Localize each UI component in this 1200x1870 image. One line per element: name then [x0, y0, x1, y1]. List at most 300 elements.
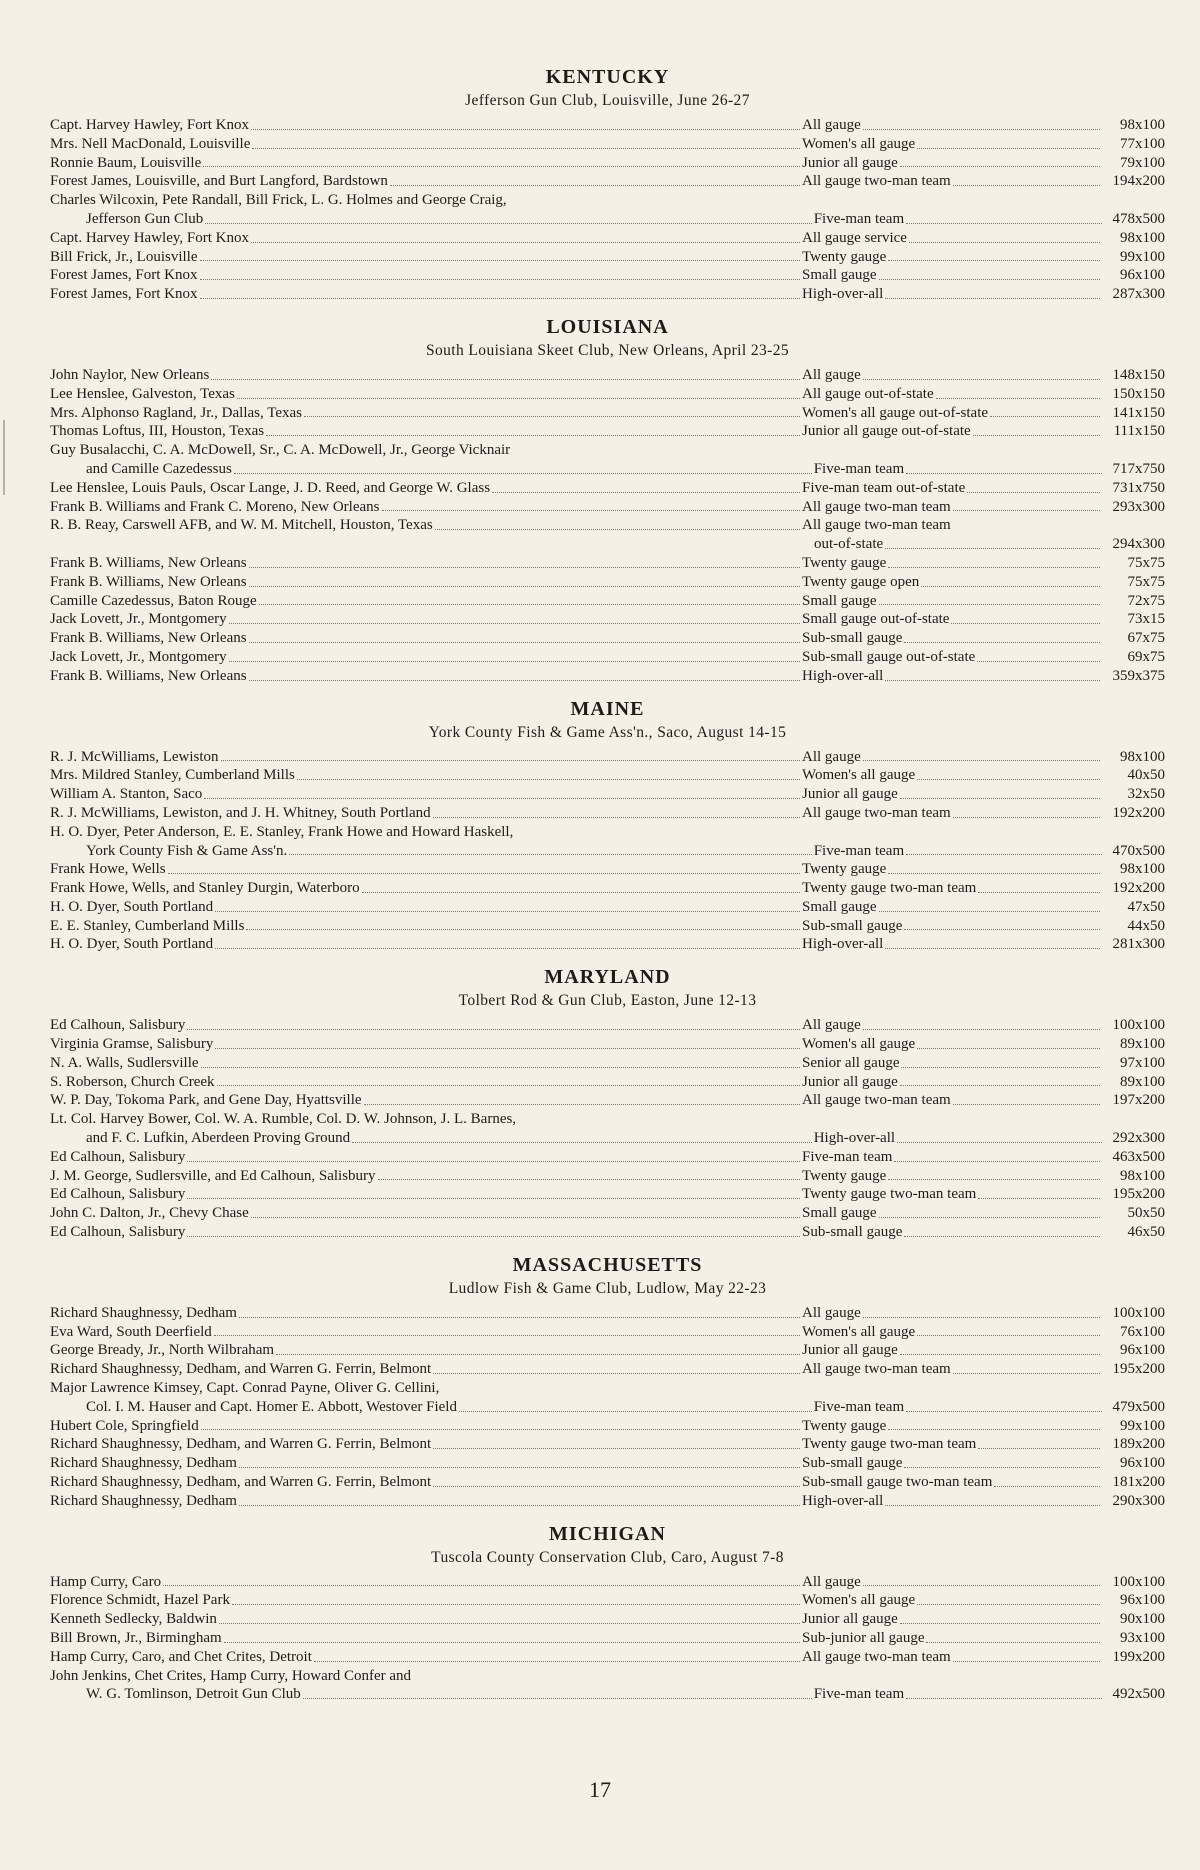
dot-leader: [953, 509, 1100, 511]
dot-leader: [904, 928, 1100, 930]
event-name-text: All gauge out-of-state: [802, 385, 934, 402]
result-row: [50, 172, 1165, 191]
event-name-text: High-over-all: [802, 667, 884, 684]
winner-name-text: Frank B. Williams, New Orleans: [50, 573, 247, 590]
winner-name-text: Bill Frick, Jr., Louisville: [50, 248, 198, 265]
event-name-text: High-over-all: [802, 286, 884, 303]
event-name-text: All gauge: [802, 1573, 861, 1590]
dot-leader: [205, 222, 812, 224]
dot-leader: [978, 1197, 1100, 1199]
score-value: 195x200: [1112, 1361, 1165, 1378]
winner-name: [50, 172, 802, 191]
result-row: [50, 1454, 1165, 1473]
winner-name-text: Eva Ward, South Deerfield: [50, 1323, 212, 1340]
result-row: [50, 1129, 1165, 1148]
club-event-line: Ludlow Fish & Game Club, Ludlow, May 22-23: [448, 1279, 767, 1297]
result-row: [50, 422, 1165, 441]
result-row: [50, 1185, 1165, 1204]
winner-name: [50, 1110, 802, 1129]
dot-leader: [863, 1316, 1100, 1318]
state-section: [50, 64, 1165, 304]
dot-leader: [917, 1334, 1100, 1336]
score-value: 96x100: [1120, 267, 1165, 284]
dot-leader: [885, 1504, 1100, 1506]
result-row: [50, 592, 1165, 611]
event-name: [802, 404, 1102, 423]
dot-leader: [215, 947, 800, 949]
winner-name-text: Capt. Harvey Hawley, Fort Knox: [50, 117, 249, 133]
dot-leader: [885, 297, 1100, 299]
event-name: [802, 266, 1102, 285]
score-value: 98x100: [1120, 117, 1165, 133]
dot-leader: [904, 1466, 1100, 1468]
winner-name-text: R. B. Reay, Carswell AFB, and W. M. Mitchell, Houston, Texas: [50, 517, 433, 534]
score-value: 141x150: [1112, 404, 1165, 421]
dot-leader: [459, 1410, 812, 1412]
dot-leader: [926, 1641, 1100, 1643]
winner-name-text: Kenneth Sedlecky, Baldwin: [50, 1611, 217, 1628]
dot-leader: [917, 1603, 1100, 1605]
event-name-text: Five-man team: [813, 842, 905, 859]
event-name-text: Five-man team: [813, 210, 905, 227]
winner-name-text: John C. Dalton, Jr., Chevy Chase: [50, 1205, 249, 1222]
dot-leader: [314, 1660, 800, 1662]
event-name: [802, 1492, 1102, 1511]
winner-name: [50, 629, 802, 648]
score-value: 290x300: [1112, 1492, 1165, 1509]
result-row: [50, 248, 1165, 267]
event-name: [802, 1304, 1102, 1323]
result-row: [50, 1417, 1165, 1436]
dot-leader: [215, 1047, 800, 1049]
result-row: [50, 154, 1165, 173]
winner-name-text: Forest James, Fort Knox: [50, 267, 198, 284]
winner-name-text: John Naylor, New Orleans: [50, 366, 210, 383]
event-name: [802, 1167, 1102, 1186]
winner-name: [50, 1492, 802, 1511]
dot-leader: [888, 259, 1100, 261]
event-name-text: Twenty gauge: [802, 1417, 887, 1434]
dot-leader: [234, 472, 812, 474]
score-value: 98x100: [1120, 229, 1165, 246]
dot-leader: [224, 1641, 800, 1643]
winner-name: [50, 1573, 802, 1592]
score-value: 194x200: [1112, 173, 1165, 190]
winner-name-text: Bill Brown, Jr., Birmingham: [50, 1630, 222, 1646]
score-value: 287x300: [1112, 286, 1165, 303]
result-row: [50, 1473, 1165, 1492]
event-name: [802, 229, 1102, 248]
score-value: 717x750: [1112, 460, 1165, 477]
winner-name-text: John Jenkins, Chet Crites, Hamp Curry, Howard Confer and: [50, 1667, 412, 1684]
winner-name: [50, 1417, 802, 1436]
result-row: [50, 1148, 1165, 1167]
event-name-text: Women's all gauge: [802, 767, 916, 784]
event-name-text: Women's all gauge: [802, 135, 916, 152]
dot-leader: [266, 434, 800, 436]
score-value: 99x100: [1120, 248, 1165, 265]
winner-name: [50, 285, 802, 304]
dot-leader: [863, 759, 1100, 761]
winner-name-text: Richard Shaughnessy, Dedham: [50, 1455, 237, 1472]
score-value: 192x200: [1112, 804, 1165, 821]
result-row: [50, 1591, 1165, 1610]
winner-name-text: W. G. Tomlinson, Detroit Gun Club: [86, 1686, 301, 1703]
winner-name-text: Lee Henslee, Louis Pauls, Oscar Lange, J. D. Reed, and George W. Glass: [50, 479, 491, 496]
winner-name-text: Ed Calhoun, Salisbury: [50, 1186, 186, 1203]
state-section: [50, 314, 1165, 686]
winner-name-text: Ronnie Baum, Louisville: [50, 154, 202, 171]
winner-name: [50, 460, 814, 479]
event-name: [802, 1435, 1102, 1454]
event-name: [802, 748, 1102, 767]
winner-name-text: R. J. McWilliams, Lewiston, and J. H. Whitney, South Portland: [50, 804, 431, 821]
result-row: [50, 1573, 1165, 1592]
score-value: 199x200: [1112, 1648, 1165, 1665]
score-value: 75x75: [1127, 573, 1165, 590]
dot-leader: [894, 1160, 1100, 1162]
state-title: LOUISIANA: [546, 315, 669, 338]
result-row: [50, 385, 1165, 404]
dot-leader: [888, 1428, 1100, 1430]
dot-leader: [917, 778, 1100, 780]
result-row-continued: [50, 1110, 1165, 1129]
result-row: [50, 879, 1165, 898]
dot-leader: [390, 184, 800, 186]
event-name: [802, 1185, 1102, 1204]
event-name-text: Women's all gauge: [802, 1036, 916, 1053]
result-row-continued: [50, 191, 1165, 210]
winner-name: [50, 116, 802, 135]
score-value: 197x200: [1112, 1092, 1165, 1109]
event-name-text: Five-man team: [813, 460, 905, 477]
state-title: KENTUCKY: [545, 66, 670, 88]
score-value: 479x500: [1112, 1398, 1165, 1415]
event-name: [802, 1148, 1102, 1167]
dot-leader: [917, 147, 1100, 149]
score-value: 192x200: [1112, 880, 1165, 897]
dot-leader: [214, 1334, 800, 1336]
winner-name: [50, 479, 802, 498]
result-row-continued: [50, 441, 1165, 460]
dot-leader: [303, 1697, 812, 1699]
score-value: 98x100: [1120, 748, 1165, 765]
dot-leader: [978, 1447, 1100, 1449]
dot-leader: [229, 622, 800, 624]
result-row: [50, 516, 1165, 535]
event-name-text: Small gauge out-of-state: [802, 611, 950, 628]
dot-leader: [863, 128, 1100, 130]
winner-name: [50, 1398, 814, 1417]
score-value: 46x50: [1127, 1224, 1165, 1241]
dot-leader: [352, 1141, 812, 1143]
dot-leader: [967, 491, 1100, 493]
state-title: MAINE: [570, 697, 645, 720]
state-title: MASSACHUSETTS: [512, 1253, 703, 1276]
event-name-text: Twenty gauge: [802, 554, 887, 571]
event-name: [814, 460, 1104, 479]
dot-leader: [382, 509, 801, 511]
winner-name-text: Guy Busalacchi, C. A. McDowell, Sr., C. A. McDowell, Jr., George Vicknair: [50, 442, 511, 459]
event-name: [802, 135, 1102, 154]
score-value: 44x50: [1127, 917, 1165, 934]
dot-leader: [211, 378, 800, 380]
club-event-line: South Louisiana Skeet Club, New Orleans, April 23-25: [425, 341, 790, 359]
score-value: 98x100: [1120, 1167, 1165, 1184]
winner-name: [50, 154, 802, 173]
winner-name-text: Mrs. Alphonso Ragland, Jr., Dallas, Texas: [50, 404, 302, 421]
dot-leader: [249, 641, 800, 643]
event-name-text: Women's all gauge: [802, 1323, 916, 1340]
dot-leader: [239, 1316, 800, 1318]
dot-leader: [888, 872, 1100, 874]
score-value: 111x150: [1113, 423, 1165, 440]
winner-name: [50, 266, 802, 285]
event-name-text: Twenty gauge two-man team: [802, 880, 977, 897]
state-title: MARYLAND: [544, 966, 671, 989]
result-row: [50, 1091, 1165, 1110]
event-name: [802, 804, 1102, 823]
dot-leader: [885, 947, 1100, 949]
result-row-continued: [50, 823, 1165, 842]
result-row-continued: [50, 1667, 1165, 1686]
dot-leader: [187, 1028, 800, 1030]
score-value: 69x75: [1127, 648, 1165, 665]
result-row: [50, 917, 1165, 936]
dot-leader: [217, 1084, 800, 1086]
result-row: [50, 648, 1165, 667]
score-value: 93x100: [1120, 1630, 1165, 1646]
result-row: [50, 366, 1165, 385]
event-name-text: All gauge: [802, 366, 861, 383]
dot-leader: [492, 491, 800, 493]
winner-name: [50, 842, 814, 861]
winner-name: [50, 1648, 802, 1667]
dot-leader: [232, 1603, 800, 1605]
winner-name: [50, 898, 802, 917]
dot-leader: [900, 165, 1100, 167]
result-row: [50, 1054, 1165, 1073]
result-row-continued: [50, 535, 1165, 554]
event-name: [802, 385, 1102, 404]
event-name: [802, 1054, 1102, 1073]
event-name: [802, 172, 1102, 191]
dot-leader: [187, 1160, 800, 1162]
winner-name-text: N. A. Walls, Sudlersville: [50, 1054, 199, 1071]
winner-name: [50, 785, 802, 804]
event-name-text: Twenty gauge two-man team: [802, 1436, 977, 1453]
winner-name: [50, 1379, 802, 1398]
event-name-text: Women's all gauge: [802, 1592, 916, 1609]
winner-name-text: Major Lawrence Kimsey, Capt. Conrad Payne, Oliver G. Cellini,: [50, 1380, 440, 1397]
score-value: 76x100: [1120, 1323, 1165, 1340]
winner-name-text: J. M. George, Sudlersville, and Ed Calhoun, Salisbury: [50, 1167, 376, 1184]
event-name-text: All gauge: [802, 1017, 861, 1034]
event-name-text: Junior all gauge: [802, 1342, 898, 1359]
winner-name: [50, 748, 802, 767]
dot-leader: [951, 622, 1100, 624]
score-value: 96x100: [1120, 1455, 1165, 1472]
result-row: [50, 1629, 1165, 1648]
score-value: 40x50: [1127, 767, 1165, 784]
winner-name-text: Thomas Loftus, III, Houston, Texas: [50, 423, 265, 440]
event-name: [802, 1223, 1102, 1242]
winner-name: [50, 1091, 802, 1110]
winner-name: [50, 385, 802, 404]
winner-name-text: and F. C. Lufkin, Aberdeen Proving Ground: [86, 1130, 351, 1147]
dot-leader: [897, 1141, 1102, 1143]
event-name: [802, 1648, 1102, 1667]
margin-mark: [3, 420, 5, 495]
score-value: 492x500: [1112, 1686, 1165, 1703]
winner-name: [50, 1435, 802, 1454]
winner-name-text: Lt. Col. Harvey Bower, Col. W. A. Rumble, Col. D. W. Johnson, J. L. Barnes,: [50, 1111, 517, 1128]
winner-name-text: Frank B. Williams, New Orleans: [50, 554, 247, 571]
winner-name-text: Forest James, Louisville, and Burt Langford, Bardstown: [50, 173, 388, 190]
event-name-text: Small gauge: [802, 267, 877, 284]
winner-name: [50, 210, 814, 229]
winner-name: [50, 1129, 814, 1148]
event-name: [802, 879, 1102, 898]
winner-name-text: Camille Cazedessus, Baton Rouge: [50, 592, 257, 609]
result-row: [50, 1035, 1165, 1054]
result-row: [50, 573, 1165, 592]
result-row: [50, 479, 1165, 498]
winner-name-text: Mrs. Mildred Stanley, Cumberland Mills: [50, 767, 295, 784]
dot-leader: [433, 1447, 800, 1449]
dot-leader: [201, 1428, 800, 1430]
dot-leader: [237, 397, 800, 399]
dot-leader: [906, 1697, 1102, 1699]
winner-name: [50, 1591, 802, 1610]
winner-name-text: H. O. Dyer, Peter Anderson, E. E. Stanley, Frank Howe and Howard Haskell,: [50, 823, 514, 840]
winner-name-text: William A. Stanton, Saco: [50, 786, 203, 803]
score-value: 89x100: [1120, 1036, 1165, 1053]
score-value: 77x100: [1120, 135, 1165, 152]
dot-leader: [239, 1466, 800, 1468]
result-row: [50, 1304, 1165, 1323]
dot-leader: [863, 1584, 1100, 1586]
event-name-text: Twenty gauge: [802, 248, 887, 265]
dot-leader: [297, 778, 800, 780]
event-name-text: Junior all gauge: [802, 786, 898, 803]
winner-name-text: W. P. Day, Tokoma Park, and Gene Day, Hyattsville: [50, 1092, 362, 1109]
event-name-text: All gauge two-man team: [802, 517, 951, 534]
dot-leader: [879, 603, 1100, 605]
event-name: [802, 785, 1102, 804]
event-name: [802, 935, 1102, 954]
winner-name-text: H. O. Dyer, South Portland: [50, 898, 214, 915]
winner-name-text: George Bready, Jr., North Wilbraham: [50, 1342, 275, 1359]
result-row: [50, 285, 1165, 304]
event-name-text: Five-man team: [813, 1398, 905, 1415]
result-row: [50, 842, 1165, 861]
event-name-text: High-over-all: [802, 936, 884, 953]
dot-leader: [904, 1235, 1100, 1237]
event-name-text: Sub-small gauge two-man team: [802, 1474, 993, 1491]
winner-name: [50, 1035, 802, 1054]
score-value: 67x75: [1127, 630, 1165, 647]
dot-leader: [917, 1047, 1100, 1049]
result-row: [50, 748, 1165, 767]
winner-name-text: Frank B. Williams, New Orleans: [50, 667, 247, 684]
dot-leader: [219, 1622, 800, 1624]
result-row: [50, 1360, 1165, 1379]
result-row: [50, 404, 1165, 423]
winner-name: [50, 1223, 802, 1242]
result-row: [50, 460, 1165, 479]
score-value: 79x100: [1120, 154, 1165, 171]
winner-name: [50, 366, 802, 385]
event-name-text: Small gauge: [802, 592, 877, 609]
dot-leader: [900, 797, 1100, 799]
result-row: [50, 229, 1165, 248]
score-value: 293x300: [1112, 498, 1165, 515]
event-name-text: Five-man team out-of-state: [802, 479, 966, 496]
result-row: [50, 498, 1165, 517]
dot-leader: [239, 1504, 800, 1506]
dot-leader: [249, 566, 800, 568]
result-row: [50, 935, 1165, 954]
event-name-text: Twenty gauge open: [802, 573, 920, 590]
state-section: [50, 696, 1165, 955]
score-value: 96x100: [1120, 1342, 1165, 1359]
winner-name-text: Ed Calhoun, Salisbury: [50, 1148, 186, 1165]
result-row: [50, 1167, 1165, 1186]
event-name-text: Small gauge: [802, 898, 877, 915]
dot-leader: [900, 1353, 1100, 1355]
winner-name-text: Lee Henslee, Galveston, Texas: [50, 385, 235, 402]
event-name-text: Sub-junior all gauge: [802, 1630, 925, 1646]
dot-leader: [200, 297, 801, 299]
score-value: 100x100: [1112, 1304, 1165, 1321]
winner-name: [50, 917, 802, 936]
result-row: [50, 1685, 1165, 1704]
event-name: [802, 1341, 1102, 1360]
event-name: [802, 116, 1102, 135]
score-value: 292x300: [1112, 1130, 1165, 1147]
dot-leader: [953, 184, 1100, 186]
winner-name: [50, 229, 802, 248]
winner-name: [50, 1629, 802, 1648]
dot-leader: [304, 415, 800, 417]
dot-leader: [879, 1216, 1100, 1218]
dot-leader: [953, 1372, 1100, 1374]
event-name: [802, 1073, 1102, 1092]
winner-name: [50, 610, 802, 629]
result-row: [50, 898, 1165, 917]
winner-name: [50, 1360, 802, 1379]
dot-leader: [906, 853, 1102, 855]
event-name: [814, 842, 1104, 861]
dot-leader: [863, 1028, 1100, 1030]
club-event-line: Jefferson Gun Club, Louisville, June 26-27: [465, 92, 750, 109]
winner-name: [50, 1073, 802, 1092]
winner-name: [50, 1016, 802, 1035]
dot-leader: [906, 1410, 1102, 1412]
event-name: [802, 1323, 1102, 1342]
result-row: [50, 1648, 1165, 1667]
winner-name-text: Jack Lovett, Jr., Montgomery: [50, 611, 227, 628]
winner-name-text: R. J. McWilliams, Lewiston: [50, 748, 219, 765]
dot-leader: [973, 434, 1100, 436]
dot-leader: [906, 472, 1102, 474]
score-value: 150x150: [1112, 385, 1165, 402]
dot-leader: [187, 1197, 800, 1199]
dot-leader: [904, 641, 1100, 643]
event-name-text: All gauge two-man team: [802, 1361, 951, 1378]
winner-name: [50, 248, 802, 267]
